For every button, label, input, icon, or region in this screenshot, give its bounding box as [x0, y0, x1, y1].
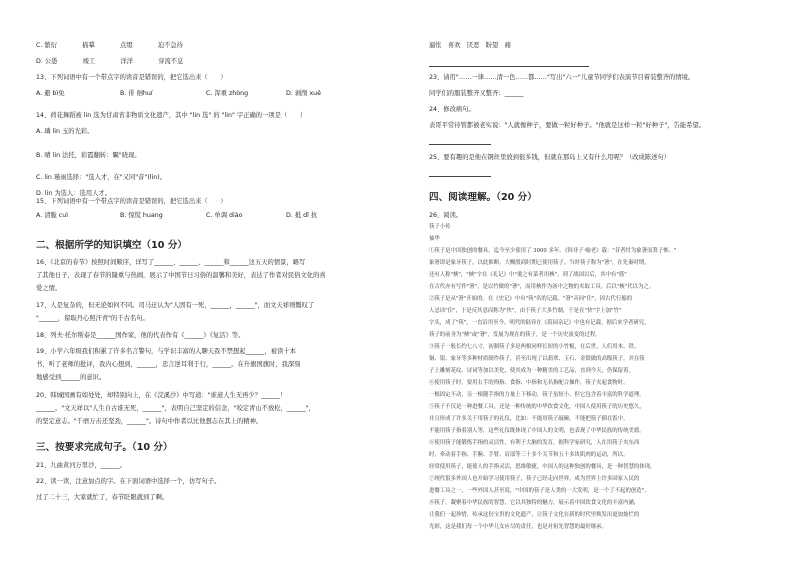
answer-line [429, 176, 491, 177]
article-line: ④使用筷子时，要用右手的拇指、食指、中指和无名指配合操作，筷子夹起食物时， [429, 380, 629, 386]
q24: 24、修改病句。 [429, 106, 475, 113]
article-author: 袖华 [429, 236, 440, 242]
article-line: 还有人称"梜"，"梜"字在《礼记》中"羹之有菜者用梜"。到了战国以后，其中有"筋" [429, 272, 627, 278]
q26: 26、阅读。 [429, 212, 463, 219]
q23: 23、请用"……一律……清一色……都……"写出"六一"儿童节同学们表演节目着装整齐的情境。 [429, 74, 695, 81]
q16-line-3: 爱之情。 [36, 285, 62, 292]
q20-line-2: ______。"文天祥以"人生自古谁无死，______"，表明自己坚定的信念，"咬定青山不放松，______"， [36, 405, 315, 412]
q13-question: 13、下列词语中有一个带点字的读音是错误的，把它选出来（ ） [36, 74, 227, 81]
q22: 22、读一读，注意加点的字。在下面词语中选择一个，仿写句子。 [36, 478, 221, 485]
section-4-heading: 四、阅读理解。（20 分） [429, 192, 537, 203]
answer-line [429, 144, 491, 145]
q18: 18、列夫·托尔斯泰是______国作家，他的代表作有《______》《复活》等。 [36, 332, 245, 339]
article-line: 子上雕刻花纹、诗词等加以美化，使其成为一种精美的工艺品，直到今天，仍保留着。 [429, 368, 634, 374]
article-title: 筷子小传 [429, 224, 451, 230]
article-line: 筷子的前身为"梜"或"箸"，发展为现在的筷子，是一个历史演变的过程。 [429, 332, 601, 338]
q14-option-a: A. 璘 lin 玉的光彩。 [36, 128, 94, 135]
article-line: ⑥使用筷子能锻炼手指的灵活性，有利于大脑的发育，据科学家研究，人在用筷子夹东西 [429, 440, 640, 446]
right-column [397, 0, 794, 562]
article-line: ⑧筷子，凝聚着中华民族的智慧，它以其独特的魅力，展示着中国饮食文化的丰富内涵， [429, 500, 640, 506]
article-line: ③筷子一般长约七八寸，初制筷子多是两根同样长短的小竹棍，在后世，人们用木、铁、 [429, 344, 640, 350]
section-3-heading: 三、按要求完成句子。（10 分） [36, 442, 173, 453]
answer-line [429, 66, 589, 67]
q14-question: 14、荷花舞蹈被 lin 选为甘肃省非物质文化遗产，其中 "lin 选" 的 "lin" 字正确的一项是（ ） [36, 112, 307, 119]
article-line: 在古代亦有写作"箸"，是以竹做的"箸"，而用梜作为汤中之物的夹取工具，后以"梜"代以为之。 [429, 284, 655, 290]
word-list: 逼怅 喜欢 厌恶 盼望 痛 [429, 42, 511, 49]
q19-line-2: 书，听了老师的批评，我内心想到，______，忠言逆耳利于行，______。在升旗国旗时，我深刻 [36, 361, 301, 368]
article-line: 不能用筷子指着别人等，这些礼仪既体现了中国人的文明，也表现了中华民族的传统美德。 [429, 428, 645, 434]
q19-line-3: 地感受到______的意识。 [36, 374, 106, 381]
q15-option-d: D. 抵 dǐ 抗 [286, 212, 318, 219]
article-line: ⑦现代很多外国人也开始学习使用筷子，筷子已经走向世界，成为世界上许多国家人民的 [429, 476, 640, 482]
q15-option-b: B. 惊慌 huang [120, 212, 163, 219]
q19-line-1: 19、小学六年级我们积累了许多名言警句，与学识丰富的人聊天我不禁想起______，被读十本 [36, 348, 296, 355]
q16-line-1: 16、《北京的春节》按照时间顺序，详写了______、______、______和______这五天的情景，略写 [36, 259, 306, 266]
article-line: 并且形成了许多关于用筷子的礼仪，比如：不能用筷子敲碗，不能把筷子插在饭中， [429, 416, 629, 422]
q14-option-c: C. lin 瑾雨选择："选人才，在"又同"音"(lin)。 [36, 174, 167, 181]
article-line: ⑤筷子不仅是一种进餐工具，还是一种传统的中华饮食文化，中国人使用筷子的历史悠久， [429, 404, 645, 410]
q12-option-d: D. 公愚 竣工 洋洋 穿流不息 [36, 58, 184, 65]
q17-line-2: "______，留取丹心照汗青"的千古名句。 [36, 315, 149, 322]
q15-option-c: C. 单调 diào [206, 212, 243, 219]
article-line: 进餐工具之一，一些外国人甚至说，"中国的筷子是人类的一大发明，是一个了不起的创造"。 [429, 488, 650, 494]
q13-option-c: C. 浑重 zhòng [206, 90, 249, 97]
article-line: 字头，成了"筷"，一直沿用至今，明代的陆容在《菽园杂记》中也有记载。据后来学者研究， [429, 320, 650, 326]
q25: 25、要有趣的是他在钢丝里放到很多钱，但就在那岛上又有什么用呢？（改成陈述句） [429, 154, 670, 161]
q13-option-a: A. 避 bì免 [36, 90, 65, 97]
article-line: ②筷子是从"箸"开始的。在《史记》中有"筷"名的记载。"箸"音同"住"，因古代行船的 [429, 296, 633, 302]
article-line: 一根固定不动，另一根随手指的力量上下移动，筷子虽短小，但它包含着丰富的科学道理。 [429, 392, 645, 398]
article-line: 让我们一起珍惜、传承这份宝贵的文化遗产，让筷子文化在新的时代里焕发出更加灿烂的 [429, 512, 640, 518]
q15-option-a: A. 清脆 cuì [36, 212, 68, 219]
q17-line-1: 17、人是复杂的，但无论如何不同。司马迁认为"人固有一死，______，______"，而文天祥则慨叹了 [36, 302, 315, 309]
q13-option-b: B. 徘 徊huí [120, 90, 153, 97]
article-line: 铜、银、象牙等多种材质制作筷子，甚至出现了以翡翠、玉石、金银做的高级筷子，并在筷 [429, 356, 645, 362]
q20-line-3: 的坚定意志。"千磨万击还坚劲，______"。诗句中作者以比他想志在其上的精神。 [36, 418, 263, 425]
article-line: ①筷子是中国独创的餐具，迄今至少使用了 3000 多年。《韩非子·喻老》载："昔者纣为象箸而箕子怖。" [429, 248, 677, 254]
article-line: 时，牵动着手指、手腕、手臂、肩部等三十多个关节和五十多块肌肉的运动，所以， [429, 452, 629, 458]
q14-option-b: B. 晴 lin 法托，彩霞翻转：瞩"晓现。 [36, 152, 141, 159]
q16-line-2: 了其他日子，表现了春节的隆重与热闹，展示了中国节日习俗的温馨和美好，表达了作者对民俗文化的喜 [36, 272, 326, 279]
q12-option-c: C. 繁衍 描摹 点缀 迫不急待 [36, 42, 183, 49]
q22-example: 过了二十三，大家就忙了，春节眨眼就到了啊。 [36, 494, 169, 501]
q23-answer: 同学们的服装整齐又整齐：______ [429, 90, 524, 97]
article-line: 象箸即是象牙筷子，以此推断，大概殷商时期已使用筷子。当时筷子称为"箸"，在先秦时期， [429, 260, 650, 266]
section-2-heading: 二、根据所学的知识填空（10 分） [36, 240, 188, 251]
q13-option-d: D. 剥削 xuē [286, 90, 322, 97]
article-line: 光彩，这是我们每一个中华儿女应尽的责任，也是对祖先智慧的最好继承。 [429, 524, 607, 530]
q24-sentence: 表哥平常待管都被老实说："人就像种子，要做一粒好种子。"他就是这样一粒"好种子"，告能希望。 [429, 122, 706, 129]
q14-option-d: D. lin 为选人：选用人才。 [36, 190, 112, 197]
q21: 21、九曲黄河万里沙，______。 [36, 462, 126, 469]
q15-question-visible: 15、下列词语中有一个带点字的读音是错误的，把它选出来（ ） [36, 198, 227, 205]
article-line: 人忌讳"住"，于是反其意而称为"快"，由于筷子大多竹制，于是在"快"字上加"竹" [429, 308, 622, 314]
q20-line-1: 20、韩城国画有如处处，却特别向上，在《浣溪沙》中写道："谁道人生无再少？______！ [36, 392, 287, 399]
article-line: 经常使用筷子，能使人的手指灵活，思维敏捷，中国人的这种独创的餐具，是一种智慧的体现。 [429, 464, 656, 470]
